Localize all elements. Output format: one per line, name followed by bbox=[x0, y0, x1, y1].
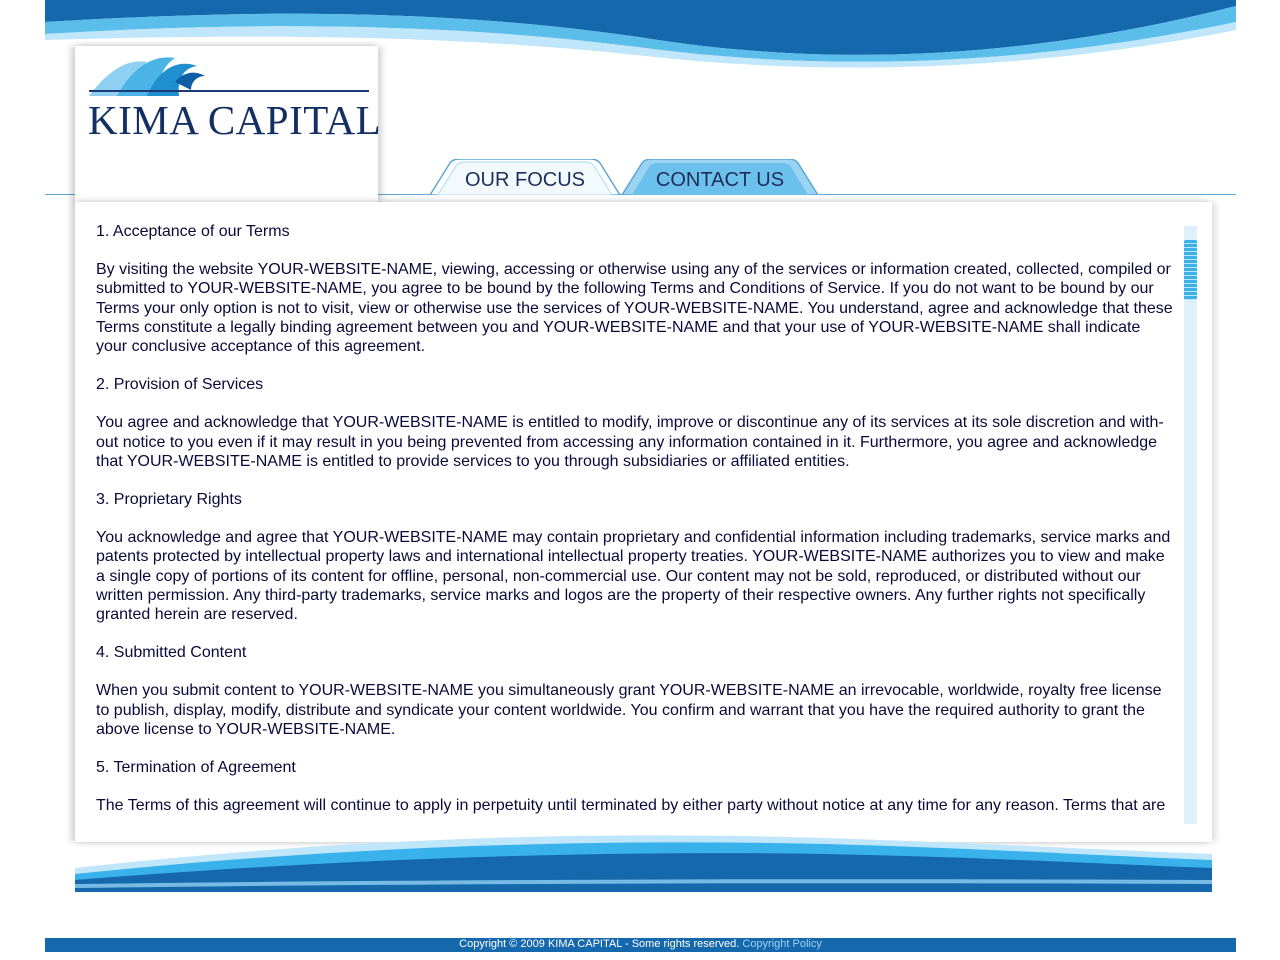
section-body: You agree and acknowledge that YOUR-WEBSITE-NAME is entitled to modify, improve or discontinue any of its services at its sole discretion and with-out notice to you even if it may result in you being prevented from accessing any information contained in it. Furthermore, you agree and acknowledge that YOUR-WEBSITE-NAME is entitled to provide services to you through subsidiaries or affiliated entities. bbox=[96, 414, 1164, 470]
copyright-text: Copyright © 2009 KIMA CAPITAL - Some rights reserved. bbox=[459, 938, 740, 950]
logo[interactable] bbox=[75, 46, 382, 203]
logo-underline bbox=[89, 90, 369, 92]
section-body: When you submit content to YOUR-WEBSITE-NAME you simultaneously grant YOUR-WEBSITE-NAME an irrevocable, worldwide, royalty free license to publish, display, modify, distribute and syndicate your content worldwide. You confirm and warrant that you have the required authority to grant the above license to YOUR-WEBSITE-NAME. bbox=[96, 682, 1162, 738]
scrollbar-track[interactable] bbox=[1184, 226, 1197, 824]
brand-name: KIMA CAPITAL bbox=[88, 97, 382, 143]
section-heading: 4. Submitted Content bbox=[96, 644, 247, 662]
tab-our-focus-label: OUR FOCUS bbox=[465, 168, 585, 191]
tab-our-focus[interactable] bbox=[430, 159, 620, 195]
copyright-policy-link[interactable]: Copyright Policy bbox=[742, 938, 822, 950]
section-body: By visiting the website YOUR-WEBSITE-NAME, viewing, accessing or otherwise using any of the services or information created, collected, compiled or submitted to YOUR-WEBSITE-NAME, you agree to be bound by the following Terms and Conditions of Service. If you do not want to be bound by our Terms your only option is not to visit, view or otherwise use the services of YOUR-WEBSITE-NAME. You understand, agree and acknowledge that these Terms constitute a legally binding agreement between you and YOUR-WEBSITE-NAME and that your use of YOUR-WEBSITE-NAME shall indicate your conclusive acceptance of this agreement. bbox=[96, 261, 1173, 356]
footer-wave-graphic bbox=[75, 830, 1212, 892]
scrollbar-thumb[interactable] bbox=[1184, 240, 1197, 300]
tab-contact-us-label: CONTACT US bbox=[655, 168, 785, 191]
section-heading: 5. Termination of Agreement bbox=[96, 759, 296, 777]
tab-contact-us[interactable] bbox=[622, 159, 818, 195]
section-heading: 2. Provision of Services bbox=[96, 376, 264, 394]
section-heading: 1. Acceptance of our Terms bbox=[96, 223, 290, 240]
terms-content[interactable] bbox=[96, 222, 1174, 824]
section-body: The Terms of this agreement will continue to apply in perpetuity until terminated by either party without notice at any time for any reason. Terms that are bbox=[96, 797, 1166, 815]
section-body: You acknowledge and agree that YOUR-WEBSITE-NAME may contain proprietary and confidential information including trademarks, service marks and patents protected by intellectual property laws and international intellectual property treaties. YOUR-WEBSITE-NAME authorizes you to view and make a single copy of portions of its content for offline, personal, non-commercial use. Our content may not be sold, reproduced, or distributed without our written permission. Any third-party trademarks, service marks and logos are the property of their respective owners. Any further rights not specifically granted herein are reserved. bbox=[96, 529, 1171, 624]
footer bbox=[45, 938, 1236, 952]
section-heading: 3. Proprietary Rights bbox=[96, 491, 242, 509]
